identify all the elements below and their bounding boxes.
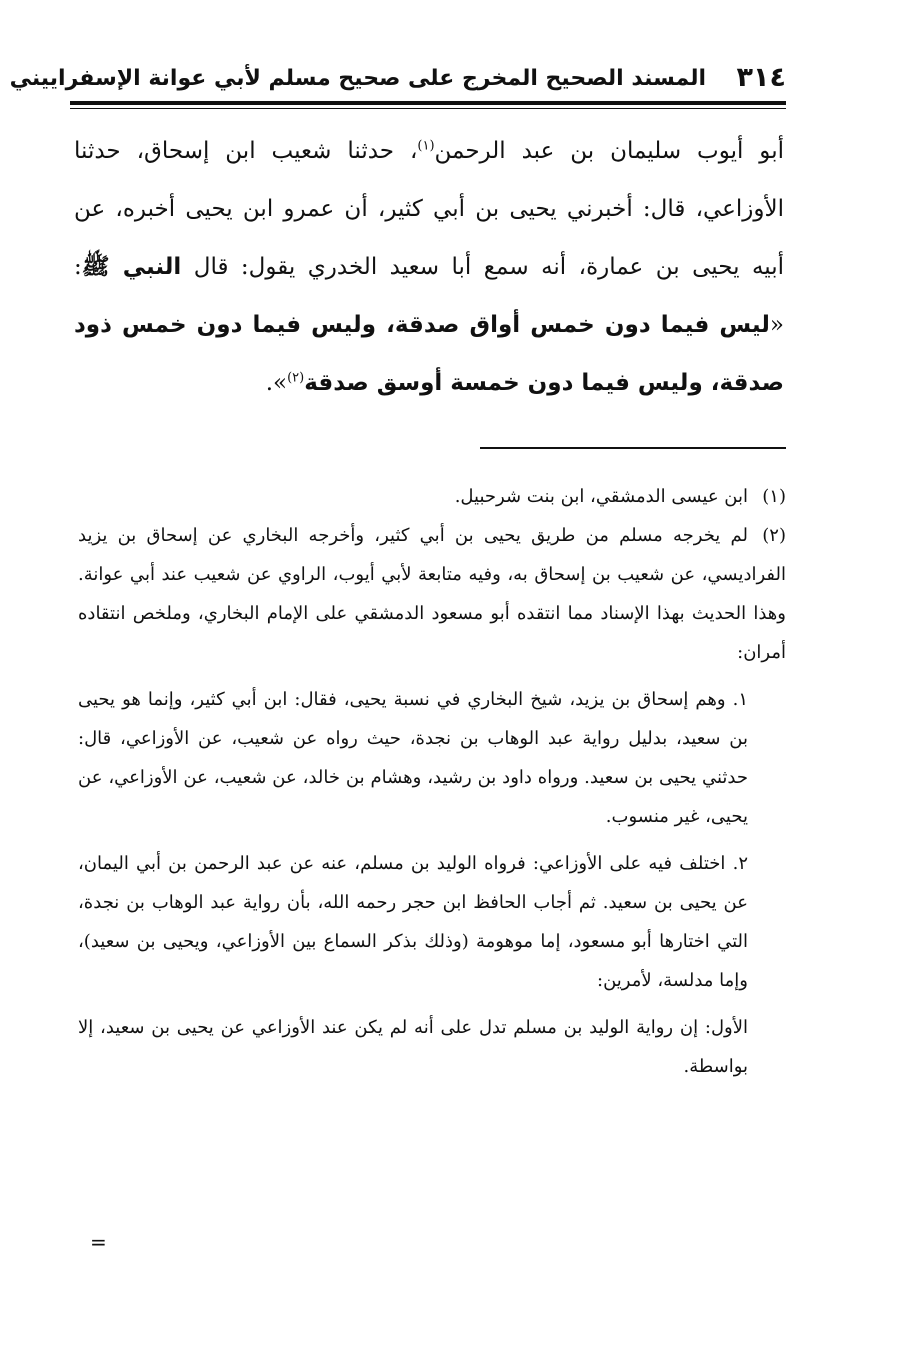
footnote-2-marker: (٢) bbox=[762, 525, 786, 546]
hadith-text: ليس فيما دون خمس أواق صدقة، وليس فيما دون خمس ذود صدقة، وليس فيما دون خمسة أوسق صدقة bbox=[74, 312, 784, 396]
footnote-2-text: لم يخرجه مسلم من طريق يحيى بن أبي كثير، وأخرجه البخاري عن إسحاق بن يزيد الفراديسي، عن شعيب بن إسحاق به، وفيه متابعة لأبي أيوب، الراوي عن شعيب عند أبي عوانة. وهذا الحديث بهذا الإسناد مما انتقده أبو مسعود الدمشقي على الإمام البخاري، وملخص انتقاده أمران: bbox=[78, 525, 786, 663]
running-header bbox=[9, 60, 786, 100]
prophet-name: النبي ﷺ bbox=[81, 254, 182, 280]
quote-close: ». bbox=[265, 370, 288, 396]
footnote-separator bbox=[480, 447, 786, 449]
header-rule-thick bbox=[70, 101, 786, 105]
footnote-1-text: ابن عيسى الدمشقي، ابن بنت شرحبيل. bbox=[454, 486, 748, 507]
footnote-2-first-reason: الأول: إن رواية الوليد بن مسلم تدل على أنه لم يكن عند الأوزاعي عن يحيى بن سعيد، إلا بواسطة. bbox=[78, 1017, 748, 1077]
running-title: المسند الصحيح المخرج على صحيح مسلم لأبي عوانة الإسفراييني bbox=[9, 66, 706, 91]
isnad-start: أبو أيوب سليمان بن عبد الرحمن bbox=[434, 138, 784, 164]
footnotes bbox=[78, 477, 786, 1086]
footnote-2 bbox=[78, 516, 786, 672]
hadith-paragraph bbox=[74, 122, 784, 412]
main-text bbox=[74, 122, 784, 412]
footnote-2-point-1: ١. وهم إسحاق بن يزيد، شيخ البخاري في نسبة يحيى، فقال: ابن أبي كثير، وإنما هو يحيى بن سعيد، بدليل رواية عبد الوهاب بن نجدة، حيث رواه عن شعيب، عن الأوزاعي، قال: حدثني يحيى بن سعيد. ورواه داود بن رشيد، وهشام بن خالد، عن شعيب، عن الأوزاعي، عن يحيى، غير منسوب. bbox=[78, 689, 748, 827]
page-number: ٣١٤ bbox=[736, 62, 786, 93]
header-rule-thin bbox=[70, 108, 786, 109]
quote-open: : « bbox=[74, 254, 784, 338]
footnote-1 bbox=[78, 477, 786, 516]
footnote-ref-2: (٢) bbox=[287, 370, 305, 386]
footnote-2-point-2: ٢. اختلف فيه على الأوزاعي: فرواه الوليد بن مسلم، عنه عن عبد الرحمن بن أبي اليمان، عن يحيى بن سعيد. ثم أجاب الحافظ ابن حجر رحمه الله، بأن رواية عبد الوهاب بن نجدة، التي اختارها أبو مسعود، إما موهومة (وذلك بذكر السماع بين الأوزاعي، ويحيى بن سعيد)، وإما مدلسة، لأمرين: bbox=[78, 853, 748, 991]
isnad-continued: ، حدثنا شعيب ابن إسحاق، حدثنا الأوزاعي، قال: أخبرني يحيى بن أبي كثير، أن عمرو ابن يحيى أخبره، عن أبيه يحيى بن عمارة، أنه سمع أبا سعيد الخدري يقول: قال bbox=[74, 138, 785, 280]
footnote-1-marker: (١) bbox=[762, 486, 786, 507]
footnote-ref-1: (١) bbox=[417, 138, 435, 154]
continuation-mark: = bbox=[90, 1230, 107, 1254]
